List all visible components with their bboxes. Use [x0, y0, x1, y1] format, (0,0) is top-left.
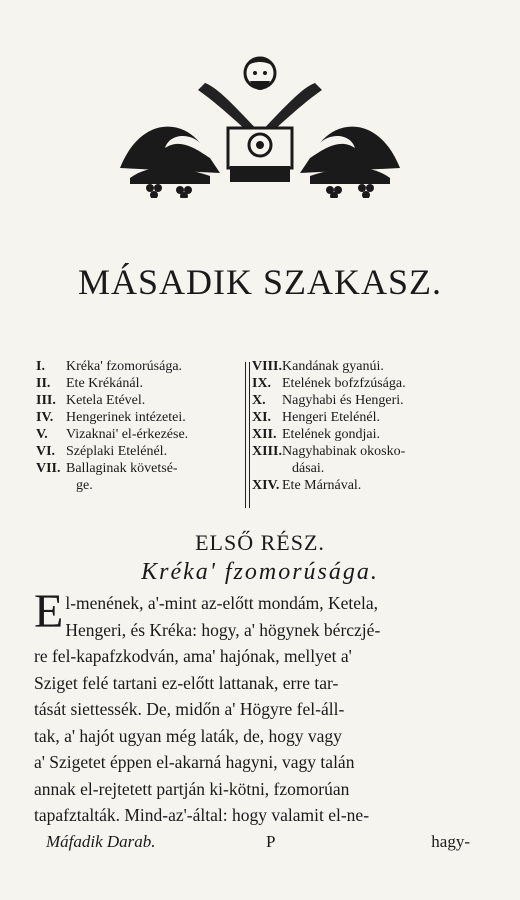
toc-text: Hengeri Etelénél. [282, 410, 380, 425]
text-line: tak, a' hajót ugyan még laták, de, hogy vagy [34, 725, 342, 746]
toc-text: Nagyhabinak okosko- [282, 444, 406, 459]
toc-number: IV. [36, 410, 54, 425]
body-text [34, 585, 474, 829]
text-line: a' Szigetet éppen el-akarná hagyni, vagy talán [34, 752, 355, 772]
eye-left [253, 71, 257, 75]
woodcut-vignette [110, 48, 410, 198]
column-rule [245, 362, 246, 508]
toc-number: III. [36, 393, 56, 408]
toc-text: Ete Márnával. [282, 478, 362, 493]
acanthus-left [120, 127, 220, 173]
toc-item [36, 426, 242, 443]
toc-item [252, 426, 492, 443]
grapes-left [146, 184, 192, 198]
eye-right [263, 71, 267, 75]
toc-text: Nagyhabi és Hengeri. [282, 393, 404, 408]
part-title: ELSŐ RÉSZ. [195, 530, 325, 555]
text-line: Sziget felé tartani ez-előtt lattanak, erre tar- [34, 672, 339, 693]
toc-item [36, 375, 242, 392]
toc-text: Hengerinek intézetei. [66, 410, 186, 425]
cog-hub [256, 141, 264, 149]
base [230, 166, 290, 182]
toc-left-column [36, 358, 242, 494]
toc-number: VI. [36, 444, 56, 459]
toc-continuation: dásai. [292, 461, 325, 476]
toc-text: Ketela Etével. [66, 393, 146, 408]
toc-text: Kréka' fzomorúsága. [66, 359, 183, 374]
drop-cap: E [34, 585, 64, 638]
toc-item [252, 477, 492, 494]
toc-number: IX. [252, 376, 272, 391]
toc-text: Ete Krékánál. [66, 376, 143, 391]
acanthus-right [300, 127, 400, 173]
text-line: tását siettessék. De, midőn a' Högyre fel-áll- [34, 699, 345, 719]
toc-text: Széplaki Etelénél. [66, 444, 168, 459]
column-rule [249, 362, 250, 508]
toc-number: XIII. [252, 444, 282, 459]
toc-item [36, 443, 242, 460]
toc-item [252, 409, 492, 426]
toc-item [36, 409, 242, 426]
toc-number: VIII. [252, 359, 282, 374]
signature-mark: P [266, 832, 276, 851]
grapes-right [326, 184, 374, 198]
section-title: MÁSADIK SZAKASZ. [77, 262, 443, 302]
part-subtitle: Kréka' fzomorúsága. [141, 559, 379, 585]
toc-number: XI. [252, 410, 272, 425]
toc-number: XII. [252, 427, 277, 442]
beard [250, 81, 270, 90]
toc-number: I. [36, 359, 45, 374]
toc-item [36, 358, 242, 375]
text-line: Hengeri, és Kréka: hogy, a' högynek bérczjé- [65, 619, 381, 640]
toc-item [252, 392, 492, 409]
toc-item [252, 443, 492, 460]
toc-continuation: ge. [76, 478, 93, 493]
toc-text: Etelének gondjai. [282, 427, 380, 442]
toc-item [252, 375, 492, 392]
catchword: hagy- [431, 832, 470, 851]
toc-number: VII. [36, 461, 61, 476]
toc-number: XIV. [252, 478, 280, 493]
page-footer [34, 832, 474, 856]
table-of-contents [36, 358, 496, 518]
toc-number: X. [252, 393, 266, 408]
toc-number: II. [36, 376, 51, 391]
text-line: annak el-rejtetett partján ki-kötni, fzomorúan [34, 778, 350, 799]
text-line: l-menének, a'-mint az-előtt mondám, Ketela, [65, 593, 379, 613]
toc-number: V. [36, 427, 48, 442]
toc-text: Vizaknai' el-érkezése. [66, 427, 189, 442]
toc-text: Etelének bofzfzúsága. [282, 376, 406, 391]
text-line: re fel-kapafzkodván, ama' hajónak, mellyet a' [34, 646, 352, 666]
text-line: tapafztalták. Mind-az'-által: hogy valamit el-ne- [34, 805, 370, 825]
signature-line: Máfadik Darab. [46, 832, 156, 851]
toc-item [36, 460, 242, 477]
toc-item [36, 392, 242, 409]
toc-text: Kandának gyanúi. [282, 359, 384, 374]
toc-right-column [252, 358, 492, 494]
toc-item [252, 358, 492, 375]
toc-text: Ballaginak követsé- [66, 461, 178, 476]
